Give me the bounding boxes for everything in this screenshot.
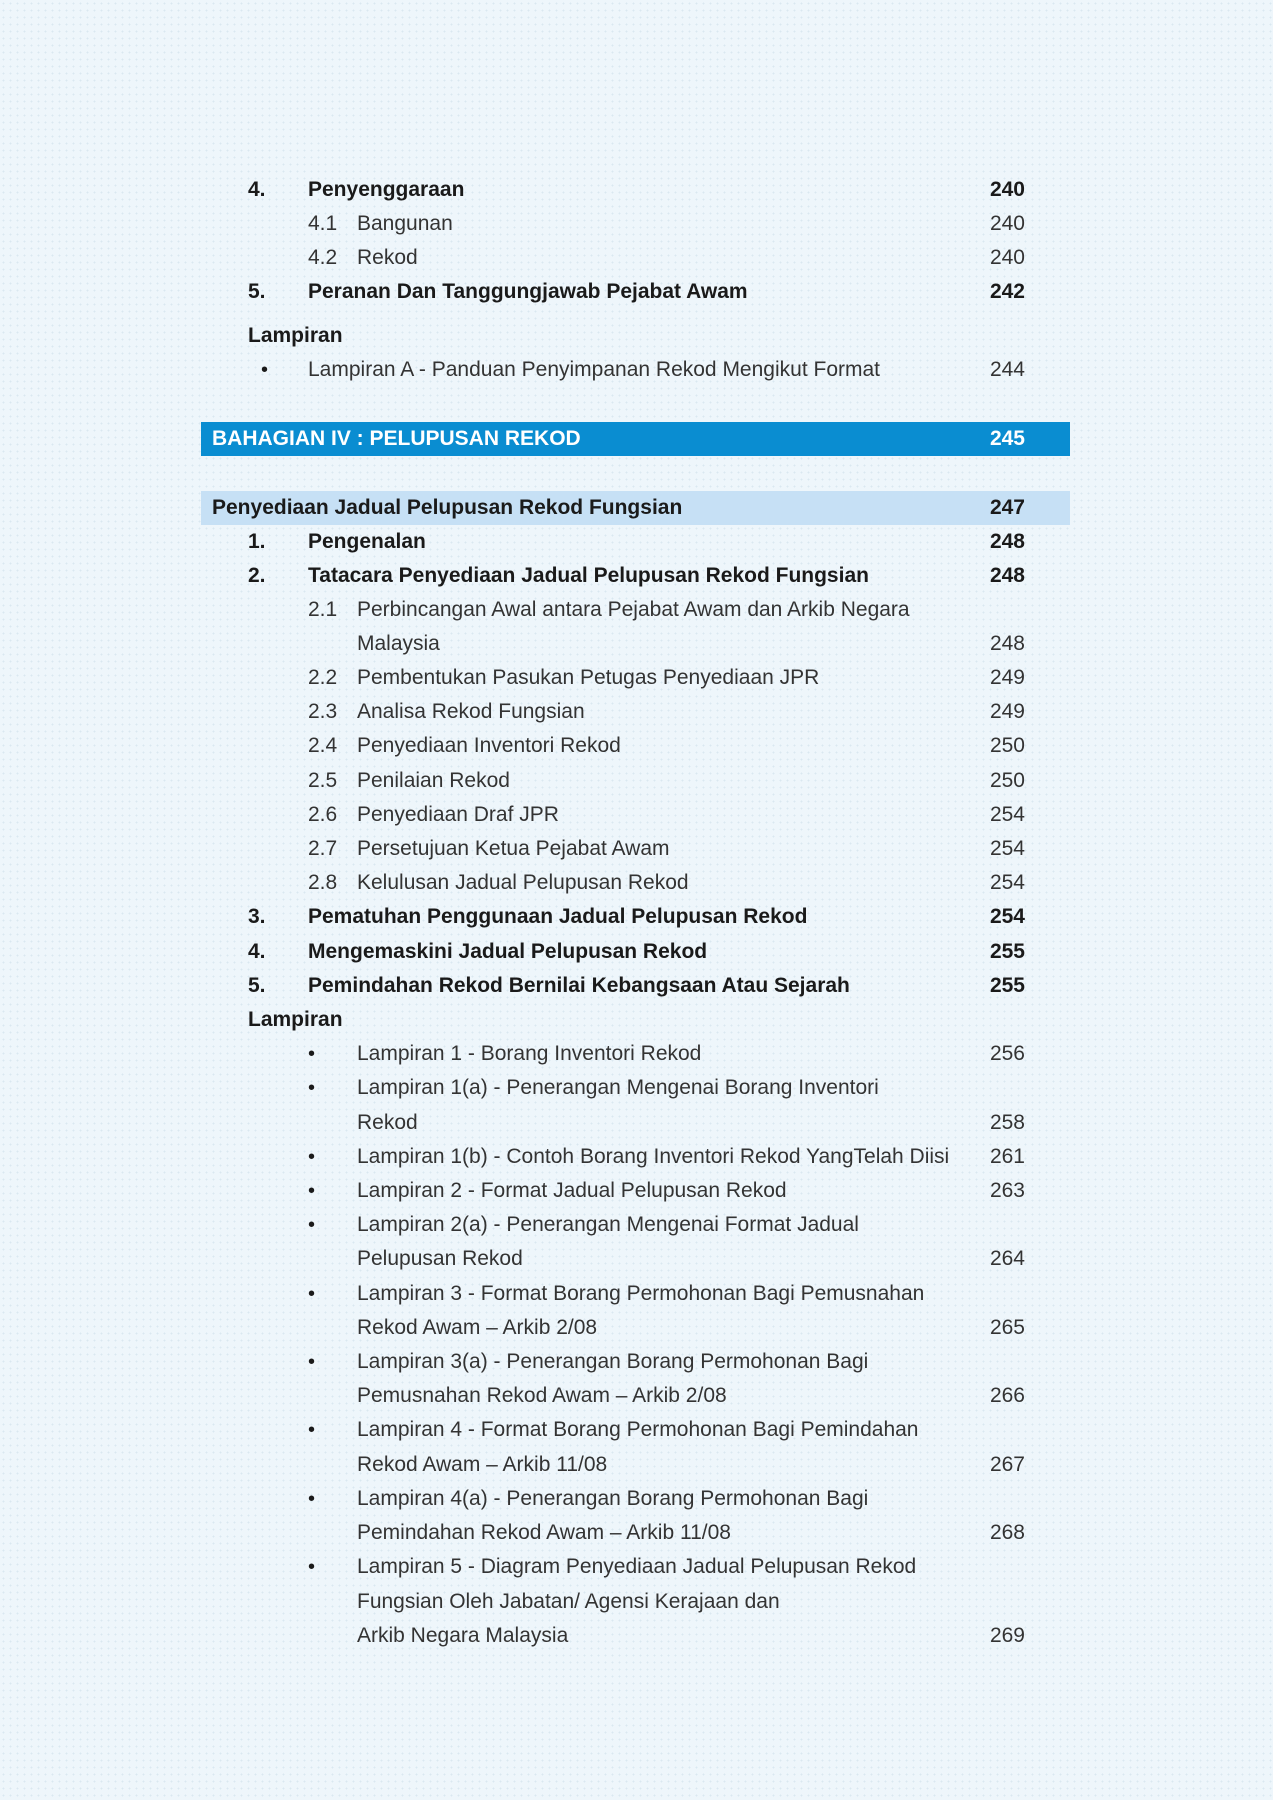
entry-page: 240 [989, 246, 1025, 269]
entry-page: 250 [989, 734, 1025, 757]
entry-page: 254 [989, 803, 1025, 826]
entry-page: 255 [989, 974, 1025, 997]
toc-subentry [201, 730, 1070, 762]
toc-subentry [201, 696, 1070, 728]
entry-number: 4.2 [308, 246, 338, 269]
entry-title: Pemindahan Rekod Bernilai Kebangsaan Atau Sejarah [308, 974, 850, 997]
entry-title: Lampiran 3 - Format Borang Permohonan Bagi Pemusnahan [357, 1282, 925, 1305]
entry-title: Peranan Dan Tanggungjawab Pejabat Awam [308, 280, 748, 303]
entry-title: Perbincangan Awal antara Pejabat Awam dan Arkib Negara [357, 598, 910, 621]
entry-number: 2.5 [308, 769, 338, 792]
entry-page: 248 [989, 632, 1025, 655]
entry-title-continued: Malaysia [357, 632, 440, 655]
toc-entry [201, 526, 1070, 558]
entry-number: 2.8 [308, 871, 338, 894]
bullet-icon: • [308, 1283, 316, 1305]
toc-subentry [201, 867, 1070, 899]
entry-number: 5. [248, 280, 266, 303]
entry-title: Tatacara Penyediaan Jadual Pelupusan Rekod Fungsian [308, 564, 869, 587]
toc-entry [201, 970, 1070, 1002]
toc-subentry-continued [201, 628, 1070, 660]
bullet-icon: • [308, 1146, 316, 1168]
toc-subentry [201, 242, 1070, 274]
entry-page: 249 [989, 700, 1025, 723]
lampiran-entry [201, 1346, 1070, 1378]
bullet-icon: • [308, 1488, 316, 1510]
part-page: 245 [989, 427, 1025, 450]
entry-number: 4.1 [308, 212, 338, 235]
lampiran-heading-row [201, 320, 1070, 352]
entry-title: Penyediaan Inventori Rekod [357, 734, 621, 757]
entry-title: Lampiran 2 - Format Jadual Pelupusan Rekod [357, 1179, 787, 1202]
part-banner [201, 422, 1070, 456]
toc-subentry [201, 594, 1070, 626]
entry-page: 258 [989, 1111, 1025, 1134]
toc-subentry [201, 662, 1070, 694]
chapter-page: 247 [989, 496, 1025, 519]
bullet-icon: • [308, 1043, 316, 1065]
entry-title-continued: Fungsian Oleh Jabatan/ Agensi Kerajaan dan [357, 1590, 780, 1613]
lampiran-entry [201, 1551, 1070, 1583]
entry-title-continued: Arkib Negara Malaysia [357, 1624, 569, 1647]
entry-page: 254 [989, 837, 1025, 860]
entry-title: Lampiran 1 - Borang Inventori Rekod [357, 1042, 702, 1065]
lampiran-entry-continued [201, 1620, 1070, 1652]
lampiran-entry [201, 1141, 1070, 1173]
entry-number: 3. [248, 905, 266, 928]
lampiran-entry [201, 1209, 1070, 1241]
lampiran-entry-continued [201, 1107, 1070, 1139]
entry-title: Pembentukan Pasukan Petugas Penyediaan JPR [357, 666, 820, 689]
entry-title: Lampiran 4 - Format Borang Permohonan Bagi Pemindahan [357, 1418, 919, 1441]
entry-title: Bangunan [357, 212, 453, 235]
lampiran-entry-continued [201, 1312, 1070, 1344]
entry-page: 261 [989, 1145, 1025, 1168]
bullet-icon: • [308, 1214, 316, 1236]
lampiran-entry [201, 354, 1070, 386]
toc-entry [201, 901, 1070, 933]
entry-page: 254 [989, 905, 1025, 928]
toc-subentry [201, 208, 1070, 240]
entry-title-continued: Rekod [357, 1111, 418, 1134]
lampiran-entry [201, 1414, 1070, 1446]
entry-title-continued: Pelupusan Rekod [357, 1247, 523, 1270]
entry-title: Lampiran 1(b) - Contoh Borang Inventori Rekod YangTelah Diisi [357, 1145, 950, 1168]
lampiran-entry [201, 1483, 1070, 1515]
lampiran-entry-continued [201, 1243, 1070, 1275]
lampiran-entry [201, 1038, 1070, 1070]
bullet-icon: • [308, 1077, 316, 1099]
entry-title: Kelulusan Jadual Pelupusan Rekod [357, 871, 689, 894]
entry-title: Lampiran 4(a) - Penerangan Borang Permohonan Bagi [357, 1487, 869, 1510]
bullet-icon: • [308, 1419, 316, 1441]
entry-page: 240 [989, 178, 1025, 201]
entry-number: 2.4 [308, 734, 338, 757]
lampiran-entry-continued [201, 1449, 1070, 1481]
entry-number: 2.3 [308, 700, 338, 723]
lampiran-entry-continued [201, 1517, 1070, 1549]
entry-number: 2.1 [308, 598, 338, 621]
entry-title: Persetujuan Ketua Pejabat Awam [357, 837, 670, 860]
bullet-icon: • [261, 359, 269, 381]
entry-title: Lampiran A - Panduan Penyimpanan Rekod Mengikut Format [308, 358, 880, 381]
entry-number: 5. [248, 974, 266, 997]
bullet-icon: • [308, 1180, 316, 1202]
entry-page: 242 [989, 280, 1025, 303]
entry-page: 249 [989, 666, 1025, 689]
lampiran-entry-continued [201, 1380, 1070, 1412]
entry-title: Lampiran 3(a) - Penerangan Borang Permohonan Bagi [357, 1350, 869, 1373]
entry-page: 264 [989, 1247, 1025, 1270]
part-title: BAHAGIAN IV : PELUPUSAN REKOD [212, 427, 581, 450]
toc-subentry [201, 765, 1070, 797]
entry-title: Penyenggaraan [308, 178, 465, 201]
entry-title: Mengemaskini Jadual Pelupusan Rekod [308, 940, 708, 963]
toc-subentry [201, 833, 1070, 865]
entry-number: 2. [248, 564, 266, 587]
entry-title: Penyediaan Draf JPR [357, 803, 559, 826]
entry-number: 4. [248, 178, 266, 201]
entry-page: 266 [989, 1384, 1025, 1407]
lampiran-entry-continued [201, 1586, 1070, 1618]
entry-title-continued: Pemusnahan Rekod Awam – Arkib 2/08 [357, 1384, 727, 1407]
entry-page: 265 [989, 1316, 1025, 1339]
toc-entry [201, 174, 1070, 206]
entry-page: 268 [989, 1521, 1025, 1544]
bullet-icon: • [308, 1556, 316, 1578]
toc-subentry [201, 799, 1070, 831]
entry-title-continued: Rekod Awam – Arkib 2/08 [357, 1316, 598, 1339]
lampiran-heading: Lampiran [248, 1008, 343, 1031]
lampiran-entry [201, 1278, 1070, 1310]
entry-number: 2.6 [308, 803, 338, 826]
entry-number: 2.2 [308, 666, 338, 689]
chapter-title: Penyediaan Jadual Pelupusan Rekod Fungsian [212, 496, 683, 519]
lampiran-heading: Lampiran [248, 324, 343, 347]
entry-title-continued: Pemindahan Rekod Awam – Arkib 11/08 [357, 1521, 731, 1544]
lampiran-entry [201, 1072, 1070, 1104]
toc-entry [201, 560, 1070, 592]
toc-entry [201, 936, 1070, 968]
lampiran-entry [201, 1175, 1070, 1207]
entry-page: 255 [989, 940, 1025, 963]
entry-page: 267 [989, 1453, 1025, 1476]
toc-entry [201, 276, 1070, 308]
entry-number: 1. [248, 530, 266, 553]
entry-title: Lampiran 5 - Diagram Penyediaan Jadual Pelupusan Rekod [357, 1555, 917, 1578]
entry-title: Rekod [357, 246, 418, 269]
entry-page: 250 [989, 769, 1025, 792]
entry-page: 269 [989, 1624, 1025, 1647]
entry-title: Pengenalan [308, 530, 426, 553]
entry-title: Analisa Rekod Fungsian [357, 700, 585, 723]
entry-title: Lampiran 1(a) - Penerangan Mengenai Borang Inventori [357, 1076, 879, 1099]
entry-title: Penilaian Rekod [357, 769, 510, 792]
entry-title: Lampiran 2(a) - Penerangan Mengenai Format Jadual [357, 1213, 859, 1236]
entry-title: Pematuhan Penggunaan Jadual Pelupusan Rekod [308, 905, 808, 928]
entry-page: 248 [989, 530, 1025, 553]
chapter-banner [201, 491, 1070, 525]
lampiran-heading-row [201, 1004, 1070, 1036]
entry-page: 248 [989, 564, 1025, 587]
entry-page: 254 [989, 871, 1025, 894]
entry-page: 244 [989, 358, 1025, 381]
bullet-icon: • [308, 1351, 316, 1373]
entry-page: 256 [989, 1042, 1025, 1065]
entry-number: 2.7 [308, 837, 338, 860]
entry-number: 4. [248, 940, 266, 963]
entry-page: 240 [989, 212, 1025, 235]
entry-page: 263 [989, 1179, 1025, 1202]
entry-title-continued: Rekod Awam – Arkib 11/08 [357, 1453, 608, 1476]
